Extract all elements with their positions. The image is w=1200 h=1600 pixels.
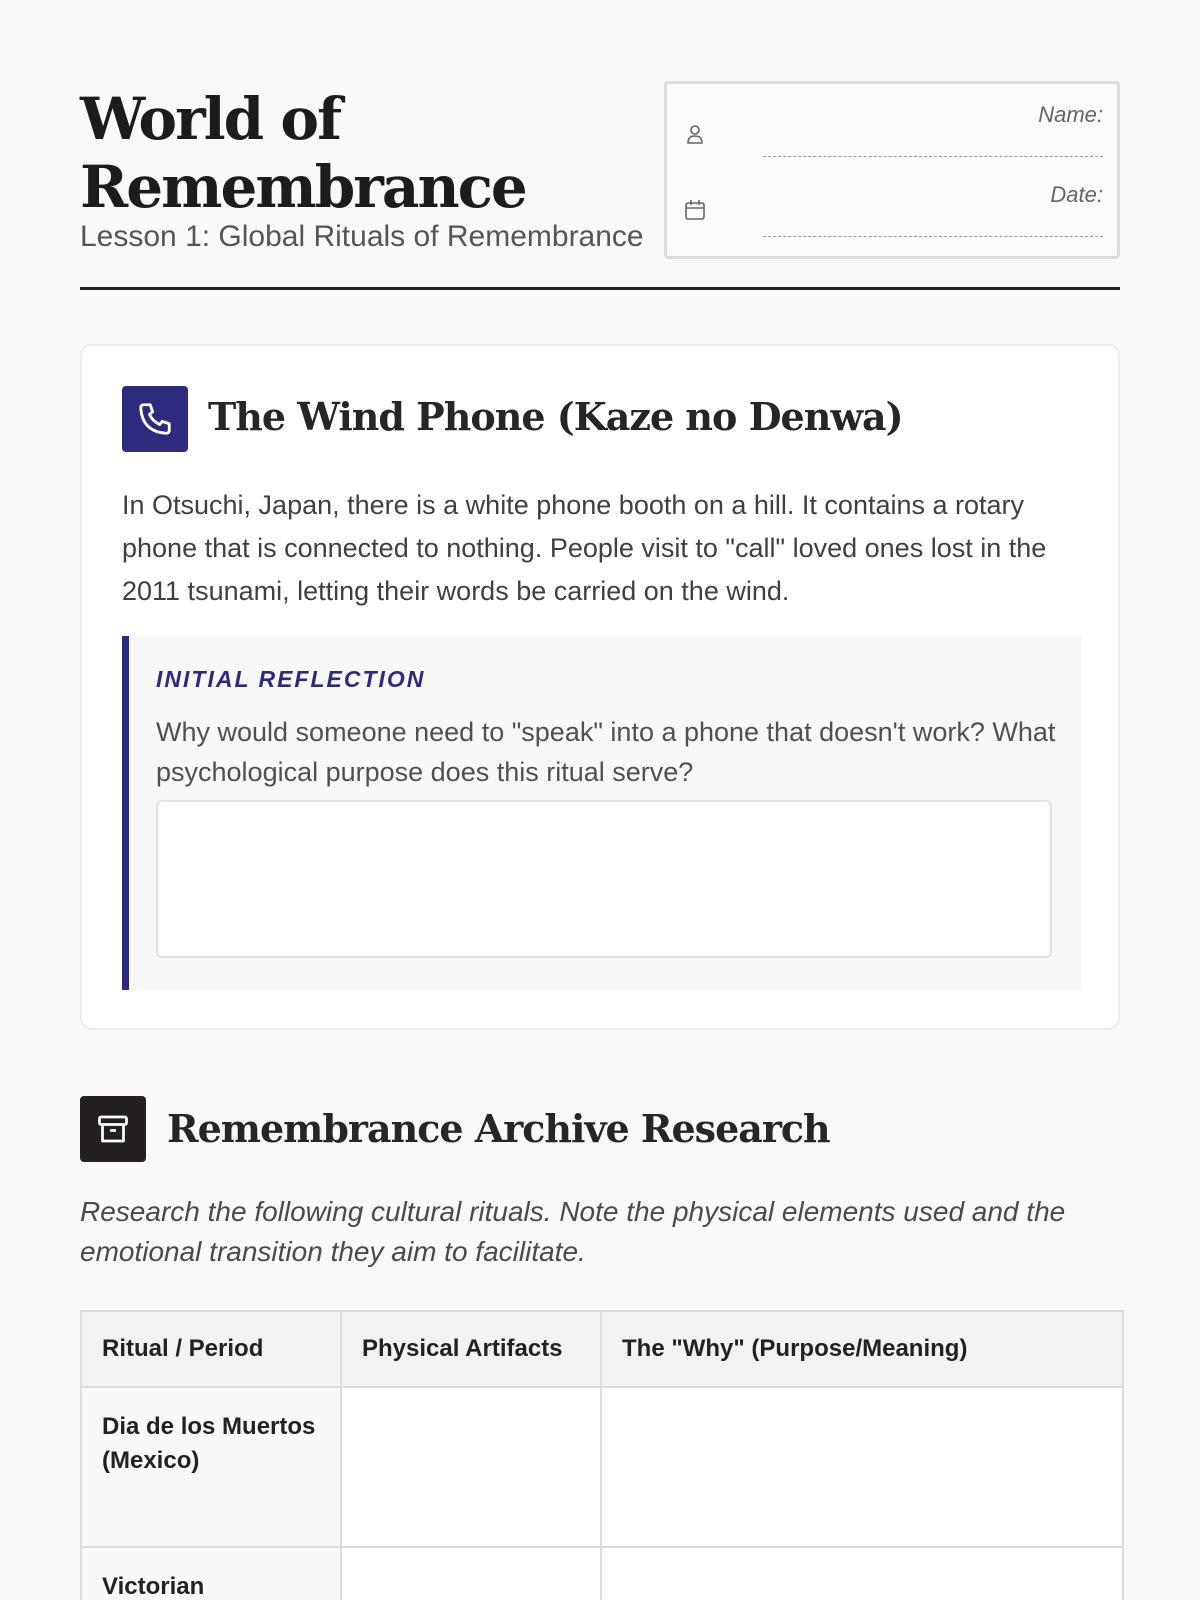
lesson-subtitle: Lesson 1: Global Rituals of Remembrance	[80, 220, 644, 253]
card-title: The Wind Phone (Kaze no Denwa)	[208, 394, 903, 439]
student-info-box	[664, 81, 1120, 259]
calendar-icon	[683, 198, 707, 222]
table-row	[81, 1387, 1123, 1547]
card-body-text: In Otsuchi, Japan, there is a white phone booth on a hill. It contains a rotary phone that is connected to nothing. People visit to "call" loved ones lost in the 2011 tsunami, letting their words be carried on the wind.	[122, 490, 1047, 606]
name-row	[667, 90, 1117, 170]
ritual-cell: Dia de los Muertos (Mexico)	[81, 1387, 341, 1547]
title-line-1: World of	[80, 85, 341, 153]
user-icon	[683, 122, 707, 146]
reflection-block	[122, 636, 1082, 990]
date-row	[667, 170, 1117, 250]
artifacts-cell[interactable]	[341, 1387, 601, 1547]
why-cell[interactable]	[601, 1387, 1123, 1547]
worksheet-header	[80, 80, 1120, 290]
why-cell[interactable]	[601, 1547, 1123, 1600]
column-header-artifacts: Physical Artifacts	[341, 1311, 601, 1387]
archive-description: Research the following cultural rituals. Note the physical elements used and the emotional transition they aim to facilitate.	[80, 1196, 1066, 1267]
name-label: Name:	[1038, 102, 1103, 127]
reflection-question: Why would someone need to "speak" into a phone that doesn't work? What psychological purpose does this ritual serve?	[156, 717, 1056, 787]
reflection-answer-box[interactable]	[156, 800, 1052, 958]
column-header-ritual: Ritual / Period	[81, 1311, 341, 1387]
reflection-label: INITIAL REFLECTION	[156, 666, 426, 692]
archive-box-icon	[80, 1096, 146, 1162]
column-header-why: The "Why" (Purpose/Meaning)	[601, 1311, 1123, 1387]
date-field[interactable]	[763, 236, 1103, 237]
research-table	[80, 1310, 1124, 1600]
phone-icon	[122, 386, 188, 452]
date-label: Date:	[1050, 182, 1103, 207]
name-field[interactable]	[763, 156, 1103, 157]
archive-section-title: Remembrance Archive Research	[167, 1106, 830, 1151]
page-title	[80, 85, 526, 221]
ritual-cell: Victorian	[81, 1547, 341, 1600]
artifacts-cell[interactable]	[341, 1547, 601, 1600]
wind-phone-card	[80, 344, 1120, 1030]
table-header-row	[81, 1311, 1123, 1387]
table-row	[81, 1547, 1123, 1600]
title-line-2: Remembrance	[80, 153, 526, 221]
